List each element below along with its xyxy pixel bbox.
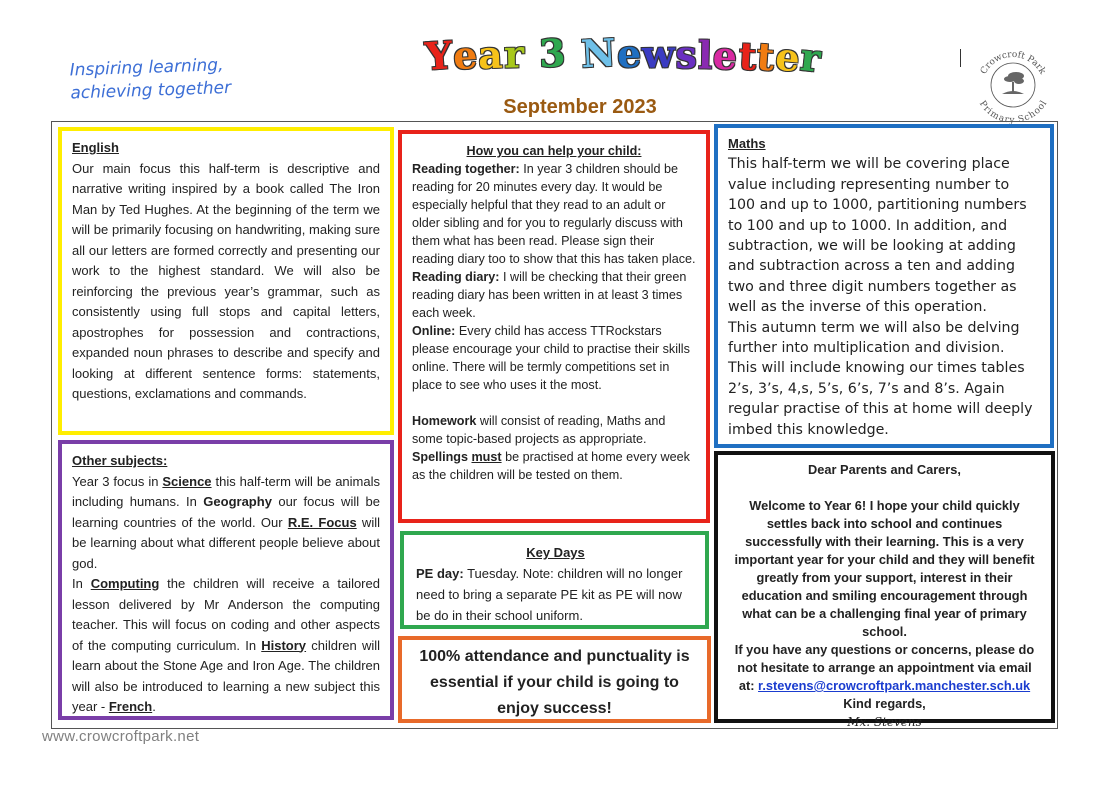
title-letter: s — [675, 32, 698, 77]
reading-together-item: Reading together: In year 3 children should be reading for 20 minutes every day. It would be especially helpful that they read to an adult or older sibling and for you to regularly discuss with them what has been read. Please sign their reading diary too to show that this has taken place. — [412, 162, 696, 266]
other-subjects-heading: Other subjects: — [72, 453, 168, 468]
parents-letter-section — [714, 451, 1055, 729]
logo-text-top: Crowcroft Park — [978, 49, 1048, 77]
homework-item: Homework will consist of reading, Maths and some topic-based projects as appropriate. — [412, 414, 666, 446]
reading-diary-item: Reading diary: I will be checking that their green reading diary has been written in at least 3 times each week. — [412, 270, 687, 320]
title-letter: Y — [423, 32, 455, 79]
title-letter: e — [773, 33, 803, 81]
tagline-line-2: achieving together — [70, 77, 232, 104]
title-letter: e — [712, 32, 740, 79]
english-body: Our main focus this half-term is descriptive and narrative writing inspired by a book called The Iron Man by Ted Hughes. At the beginning of the term we will be primarily focusing on handwriting, making sure all our letters are formed correctly and presenting our work to the highest standard. We will also be reinforcing the previous year’s grammar, such as consistently using full stops and capital letters, apostrophes for possession and contractions, expanded noun phrases to describe and specify and looking at different sentence forms: statements, questions, exclamations and commands. — [72, 160, 380, 401]
history-subject: History — [261, 637, 307, 653]
letter-signoff: Kind regards, — [843, 696, 926, 711]
title-letter: l — [697, 32, 714, 78]
maths-paragraph-1: This half-term we will be covering place value including representing number to 100 and up to 1000, partitioning numbers to 100 and up to 1000. In addition, and subtraction, we will be looking at adding and subtraction across a ten and adding two and three digit numbers together as well as the inverse of this operation. — [728, 156, 1027, 316]
title-letter: r — [798, 33, 824, 81]
english-section — [58, 127, 394, 435]
attendance-text: 100% attendance and punctuality is essential if your child is going to enjoy success! — [419, 648, 690, 717]
logo-divider — [960, 49, 961, 67]
crow-emblem-icon — [1002, 72, 1024, 94]
logo-text-bottom: Primary School — [976, 99, 1050, 126]
pe-day-item: PE day: Tuesday. Note: children will no longer need to bring a separate PE kit as PE will now be do in their school uniform. — [416, 566, 683, 623]
re-subject: R.E. Focus — [287, 514, 357, 530]
online-item: Online: Every child has access TTRockstars please encourage your child to practise their skills online. There will be termly competitions set in place to see who uses it the most. — [412, 324, 690, 392]
title-letter — [525, 31, 539, 76]
title-letter: a — [477, 31, 505, 78]
attendance-banner — [398, 636, 711, 723]
french-subject: French — [108, 699, 153, 714]
other-subjects-paragraph-2: In Computing the children will receive a tailored lesson delivered by Mr Anderson the computing teacher. This will focus on coding and other aspects of the computing curriculum. In History children will learn about the Stone Age and Iron Age. The children will also be introduced to learning a new subject this year - French. — [72, 576, 381, 714]
help-heading: How you can help your child: — [466, 144, 642, 158]
maths-section — [714, 124, 1054, 448]
spellings-item: Spellings must be practised at home every week as the children will be tested on them. — [412, 450, 690, 482]
maths-paragraph-2: This autumn term we will also be delving further into multiplication and division. — [728, 319, 1020, 357]
geography-subject: Geography — [203, 494, 272, 509]
maths-heading: Maths — [728, 136, 766, 151]
tagline — [69, 53, 270, 106]
letter-signature: Mx. Stevens — [847, 715, 922, 729]
title-letter: t — [737, 33, 759, 79]
letter-body: Welcome to Year 6! I hope your child quickly settles back into school and continues successfully with their learning. This is a very important year for your child and they will benefit greatly from your support, interest in their education and smiling encouragement through what can be a challenging final year of primary school. — [734, 498, 1035, 639]
title-letter: N — [579, 29, 618, 77]
help-your-child-section — [398, 130, 710, 523]
title-letter: e — [615, 30, 643, 77]
title-letter: e — [452, 31, 480, 79]
title-letter: r — [503, 31, 526, 77]
newsletter-title — [423, 29, 824, 88]
english-heading: English — [72, 140, 119, 155]
newsletter-date: September 2023 — [503, 96, 657, 118]
title-letter: t — [755, 33, 777, 80]
school-logo — [972, 44, 1054, 126]
science-subject: Science — [162, 473, 212, 489]
title-letter: 3 — [538, 30, 568, 76]
letter-contact: If you have any questions or concerns, please do not hesitate to arrange an appointment via email at: r.stevens@crowcroftpark.manchester.sch.uk — [734, 642, 1035, 693]
maths-paragraph-3: This will include knowing our times tables 2’s, 3’s, 4,s, 5’s, 6’s, 7’s and 8’s. Again regular practise of this at home will deeply imbed this knowledge. — [728, 360, 1033, 438]
tagline-line-1: Inspiring learning, — [69, 55, 224, 81]
title-letter — [567, 30, 581, 75]
letter-greeting: Dear Parents and Carers, — [808, 462, 961, 477]
key-days-heading: Key Days — [526, 545, 585, 560]
title-letter: w — [641, 31, 676, 77]
other-subjects-paragraph-1: Year 3 focus in Science this half-term will be animals including humans. In Geography our focus will be learning countries of the world. Our R.E. Focus will be learning about what different people believe about god. — [72, 473, 380, 571]
teacher-email-link[interactable]: r.stevens@crowcroftpark.manchester.sch.uk — [758, 678, 1031, 693]
key-days-section — [400, 531, 709, 629]
other-subjects-section — [58, 440, 394, 720]
computing-subject: Computing — [90, 576, 160, 591]
school-website[interactable]: www.crowcroftpark.net — [42, 728, 200, 745]
